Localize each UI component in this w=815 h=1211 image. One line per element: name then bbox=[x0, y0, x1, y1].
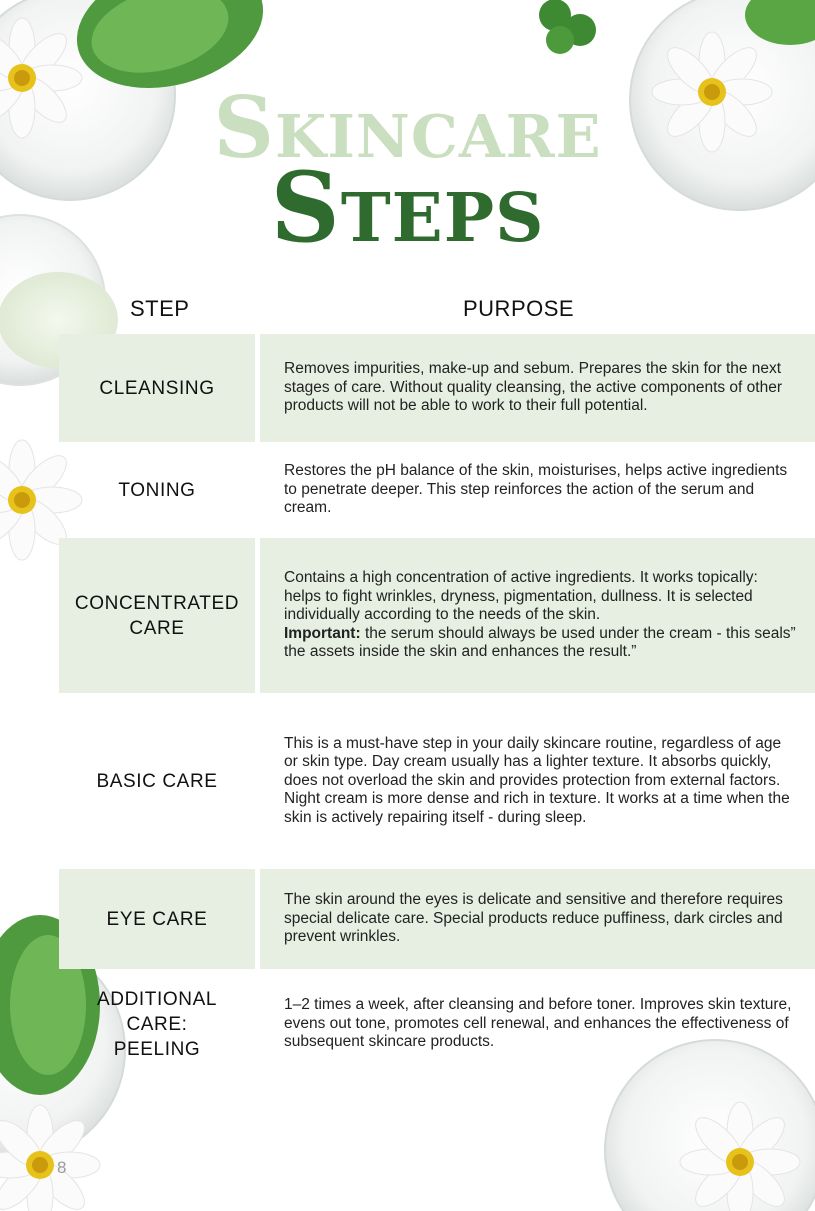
purpose-cell: Removes impurities, make-up and sebum. Prepares the skin for the next stages of care. Without quality cleansing, the active components of other products will not be able to work to their full potential. bbox=[260, 334, 815, 442]
step-cell: BASIC CARE bbox=[96, 770, 218, 792]
important-text: the serum should always be used under the cream - this seals” the assets inside the skin and enhances the result.” bbox=[284, 624, 796, 661]
page-number: 8 bbox=[57, 1158, 67, 1177]
important-label: Important: bbox=[284, 624, 361, 642]
step-cell: EYE CARE bbox=[59, 869, 255, 969]
purpose-column-header: PURPOSE bbox=[463, 296, 575, 321]
table-row bbox=[59, 698, 815, 864]
table-row bbox=[59, 869, 815, 969]
table-row bbox=[59, 447, 815, 533]
table-row bbox=[59, 538, 815, 693]
purpose-cell: Restores the pH balance of the skin, moisturises, helps active ingredients to penetrate deeper. This step reinforces the action of the serum and cream. bbox=[284, 462, 788, 517]
table-row bbox=[59, 334, 815, 442]
title-line-1: Skincare bbox=[213, 78, 602, 177]
step-cell: CONCENTRATED CARE bbox=[59, 538, 255, 693]
title-line-2: Steps bbox=[270, 151, 545, 264]
step-cell: TONING bbox=[118, 479, 196, 501]
step-column-header: STEP bbox=[130, 296, 190, 321]
purpose-text: Contains a high concentration of active ingredients. It works topically: helps to fight wrinkles, dryness, pigmentation, dullness. It is selected individually according to the needs of the skin. bbox=[284, 569, 758, 624]
purpose-cell: 1–2 times a week, after cleansing and before toner. Improves skin texture, evens out tone, promotes cell renewal, and enhances the effectiveness of subsequent skincare products. bbox=[284, 996, 792, 1051]
step-cell: CLEANSING bbox=[59, 334, 255, 442]
skincare-steps-table bbox=[59, 334, 815, 1074]
purpose-cell bbox=[260, 538, 815, 693]
step-cell: ADDITIONAL CARE: PEELING bbox=[96, 988, 218, 1060]
purpose-cell: The skin around the eyes is delicate and sensitive and therefore requires special delicate care. Special products reduce puffiness, dark circles and prevent wrinkles. bbox=[260, 869, 815, 969]
table-row bbox=[59, 974, 815, 1074]
purpose-cell: This is a must-have step in your daily skincare routine, regardless of age or skin type. Day cream usually has a lighter texture. It absorbs quickly, does not overload the skin and provides protection from external factors. Night cream is more dense and rich in texture. It works at a time when the skin is actively repairing itself - during sleep. bbox=[284, 734, 790, 826]
